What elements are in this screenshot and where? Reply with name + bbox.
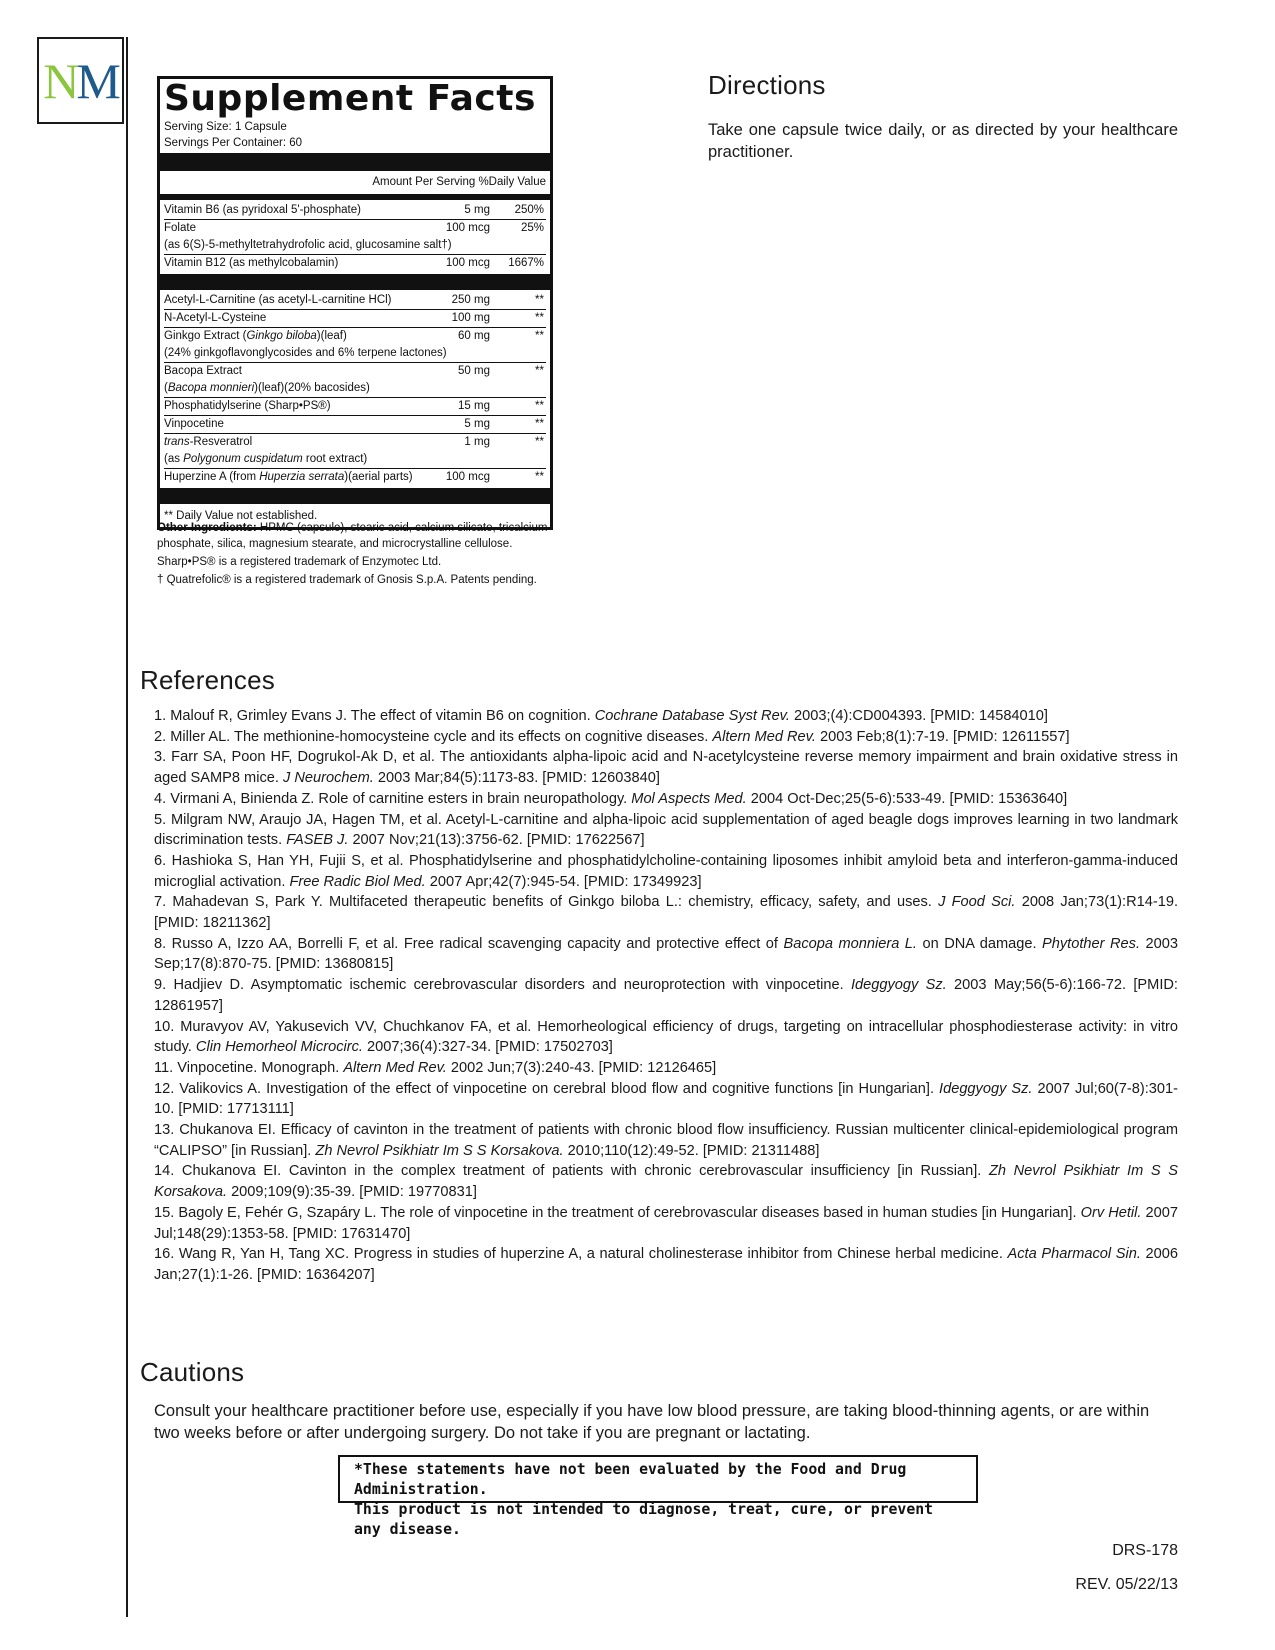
reference-item: 13. Chukanova EI. Efficacy of cavinton in the treatment of patients with chronic blood flow insufficiency. Russian multicenter clinical-epidemiological program “CALIPSO” [in Russian]. Zh Nevrol Psikhiatr Im S S Korsakova. 2010;110(12):49-52. [PMID: 21311488] [154, 1122, 1178, 1159]
directions-heading: Directions [708, 70, 826, 100]
divider-bar [160, 274, 550, 290]
ingredient-amount: 250 mg [451, 294, 490, 306]
ingredient-name: Acetyl-L-Carnitine (as acetyl-L-carnitine HCl) [164, 294, 392, 306]
reference-journal: Clin Hemorheol Microcirc. [195, 1039, 363, 1056]
ingredient-daily-value: ** [535, 436, 544, 448]
cautions-heading: Cautions [140, 1357, 245, 1387]
ingredient-name-italic: Ginkgo biloba [246, 330, 317, 342]
facts-row [164, 255, 546, 272]
divider-bar [160, 488, 550, 504]
ingredient-name: Ginkgo Extract (Ginkgo biloba)(leaf) [164, 330, 347, 342]
other-ingredients-label: Other Ingredients: [157, 522, 257, 534]
facts-row [164, 328, 546, 363]
ingredient-daily-value: ** [535, 330, 544, 342]
fda-disclaimer-box [338, 1455, 978, 1538]
references-list [154, 706, 1178, 1286]
trademark-sharpps: Sharp•PS® is a registered trademark of Enzymotec Ltd. [157, 556, 442, 568]
servings-per-container: Servings Per Container: 60 [164, 137, 303, 149]
ingredient-daily-value: 25% [520, 222, 544, 234]
ingredient-name-italic: Huperzia serrata [259, 471, 345, 483]
reference-item: 4. Virmani A, Binienda Z. Role of carnitine esters in brain neuropathology. Mol Aspects Med. 2004 Oct-Dec;25(5-6):533-49. [PMID: 15363640] [154, 790, 1068, 807]
logo-n: N [43, 52, 77, 109]
reference-italic: Bacopa monniera L. [783, 935, 917, 952]
ingredients-notes [157, 520, 553, 590]
reference-journal: Acta Pharmacol Sin. [1007, 1246, 1141, 1263]
ingredient-detail: (as 6(S)-5-methyltetrahydrofolic acid, glucosamine salt†) [164, 239, 452, 251]
ingredient-amount: 5 mg [464, 204, 490, 216]
ingredient-name-italic: trans [164, 436, 190, 448]
supplement-facts-panel [157, 76, 553, 530]
supplement-facts-title: Supplement Facts [164, 78, 536, 119]
facts-row [164, 434, 546, 469]
references-heading: References [140, 665, 275, 695]
facts-row [164, 292, 546, 310]
reference-journal: Phytother Res. [1042, 935, 1141, 952]
vertical-rule [126, 37, 128, 1617]
reference-journal: Ideggyogy Sz. [939, 1080, 1033, 1097]
ingredient-name: Phosphatidylserine (Sharp•PS®) [164, 400, 331, 412]
reference-item: 10. Muravyov AV, Yakusevich VV, Chuchkanov FA, et al. Hemorheological efficiency of drugs, targeting on intracellular phosphodiesterase activity: in vitro study. Clin Hemorheol Microcirc. 2007;36(4):327-34. [PMID: 17502703] [154, 1018, 1178, 1056]
reference-journal: Mol Aspects Med. [631, 790, 747, 807]
ingredient-name: Huperzine A (from Huperzia serrata)(aerial parts) [164, 471, 413, 483]
serving-size: Serving Size: 1 Capsule [164, 121, 287, 133]
reference-item: 16. Wang R, Yan H, Tang XC. Progress in studies of huperzine A, a natural cholinesterase inhibitor from Chinese herbal medicine. Acta Pharmacol Sin. 2006 Jan;27(1):1-26. [PMID: 16364207] [154, 1246, 1178, 1283]
ingredient-amount: 60 mg [458, 330, 490, 342]
nm-logo [37, 37, 124, 124]
ingredient-daily-value: ** [535, 365, 544, 377]
reference-journal: J Food Sci. [938, 894, 1016, 911]
ingredient-detail: (Bacopa monnieri)(leaf)(20% bacosides) [164, 382, 370, 394]
reference-journal: Zh Nevrol Psikhiatr Im S S Korsakova. [315, 1142, 564, 1159]
ingredient-name: N-Acetyl-L-Cysteine [164, 312, 267, 324]
ingredient-detail-italic: Bacopa monnieri [167, 382, 255, 394]
ingredient-detail-italic: Polygonum cuspidatum [183, 453, 303, 465]
divider-bar [160, 153, 550, 171]
fda-line-2: This product is not intended to diagnose, treat, cure, or prevent any disease. [354, 1501, 934, 1538]
reference-item: 1. Malouf R, Grimley Evans J. The effect of vitamin B6 on cognition. Cochrane Database Syst Rev. 2003;(4):CD004393. [PMID: 14584010] [154, 708, 1048, 724]
revision-date: REV. 05/22/13 [1075, 1576, 1178, 1593]
logo-m: M [76, 52, 118, 109]
ingredient-amount: 15 mg [458, 400, 490, 412]
reference-journal: Orv Hetil. [1080, 1204, 1142, 1221]
facts-row [164, 220, 546, 255]
ingredient-amount: 1 mg [464, 436, 490, 448]
reference-item: 11. Vinpocetine. Monograph. Altern Med Rev. 2002 Jun;7(3):240-43. [PMID: 12126465] [154, 1059, 717, 1076]
ingredient-amount: 100 mcg [445, 222, 490, 234]
ingredient-name: Folate [164, 222, 196, 234]
reference-item: 7. Mahadevan S, Park Y. Multifaceted therapeutic benefits of Ginkgo biloba L.: chemistry, efficacy, safety, and uses. J Food Sci. 2008 Jan;73(1):R14-19. [PMID: 18211362] [154, 894, 1179, 932]
ingredient-amount: 100 mcg [445, 471, 490, 483]
reference-item: 8. Russo A, Izzo AA, Borrelli F, et al. Free radical scavenging capacity and protective effect of Bacopa monniera L. on DNA damage. Phytother Res. 2003 Sep;17(8):870-75. [PMID: 13680815] [154, 935, 1178, 973]
ingredient-amount: 5 mg [464, 418, 490, 430]
other-ingredients [157, 520, 553, 552]
ingredient-amount: 50 mg [458, 365, 490, 377]
facts-row [164, 398, 546, 416]
reference-journal: Altern Med Rev. [343, 1059, 447, 1076]
reference-journal: Zh Nevrol Psikhiatr Im S S Korsakova. [154, 1163, 1178, 1201]
facts-row [164, 310, 546, 328]
reference-journal: Free Radic Biol Med. [289, 873, 426, 890]
facts-row [164, 416, 546, 434]
reference-journal: FASEB J. [286, 832, 349, 849]
facts-row [164, 363, 546, 398]
reference-item: 9. Hadjiev D. Asymptomatic ischemic cerebrovascular disorders and neuroprotection with vinpocetine. Ideggyogy Sz. 2003 May;56(5-6):166-72. [PMID: 12861957] [154, 977, 1178, 1014]
amount-header: Amount Per Serving %Daily Value [372, 176, 546, 188]
ingredient-daily-value: ** [535, 418, 544, 430]
facts-rows-vitamins [164, 202, 546, 272]
facts-row [164, 469, 546, 486]
divider-bar [160, 194, 550, 200]
reference-item: 12. Valikovics A. Investigation of the effect of vinpocetine on cerebral blood flow and cognitive functions [in Hungarian]. Ideggyogy Sz. 2007 Jul;60(7-8):301-10. [PMID: 17713111] [154, 1080, 1179, 1118]
ingredient-amount: 100 mcg [445, 257, 490, 269]
reference-journal: Altern Med Rev. [712, 728, 816, 745]
trademark-quatrefolic: † Quatrefolic® is a registered trademark of Gnosis S.p.A. Patents pending. [157, 574, 537, 586]
ingredient-daily-value: ** [535, 312, 544, 324]
ingredient-detail: (24% ginkgoflavonglycosides and 6% terpene lactones) [164, 347, 447, 359]
reference-item: 3. Farr SA, Poon HF, Dogrukol-Ak D, et al. The antioxidants alpha-lipoic acid and N-acetylcysteine reverse memory impairment and brain oxidative stress in aged SAMP8 mice. J Neurochem. 2003 Mar;84(5):1173-83. [PMID: 12603840] [154, 749, 1178, 787]
reference-item: 2. Miller AL. The methionine-homocysteine cycle and its effects on cognitive diseases. Altern Med Rev. 2003 Feb;8(1):7-19. [PMID: 12611557] [154, 728, 1070, 745]
cautions-text: Consult your healthcare practitioner before use, especially if you have low blood pressure, are taking blood-thinning agents, or are within two weeks before or after undergoing surgery. Do not take if you are pregnant or lactating. [154, 1402, 1150, 1442]
fda-line-1: *These statements have not been evaluated by the Food and Drug Administration. [354, 1461, 907, 1498]
ingredient-name: Bacopa Extract [164, 365, 242, 377]
ingredient-daily-value: ** [535, 294, 544, 306]
ingredient-name: Vitamin B6 (as pyridoxal 5'-phosphate) [164, 204, 361, 216]
ingredient-daily-value: ** [535, 400, 544, 412]
reference-item: 5. Milgram NW, Araujo JA, Hagen TM, et al. Acetyl-L-carnitine and alpha-lipoic acid supplementation of aged beagle dogs improves learning in two landmark discrimination tests. FASEB J. 2007 Nov;21(13):3756-62. [PMID: 17622567] [154, 811, 1178, 849]
reference-item: 14. Chukanova EI. Cavinton in the complex treatment of patients with chronic cerebrovascular insufficiency [in Russian]. Zh Nevrol Psikhiatr Im S S Korsakova. 2009;109(9):35-39. [PMID: 19770831] [154, 1163, 1178, 1201]
reference-item: 6. Hashioka S, Han YH, Fujii S, et al. Phosphatidylserine and phosphatidylcholine-containing liposomes inhibit amyloid beta and interferon-gamma-induced microglial activation. Free Radic Biol Med. 2007 Apr;42(7):945-54. [PMID: 17349923] [154, 852, 1178, 890]
reference-journal: J Neurochem. [282, 770, 374, 787]
ingredient-name: Vitamin B12 (as methylcobalamin) [164, 257, 339, 269]
facts-row [164, 202, 546, 220]
ingredient-daily-value: ** [535, 471, 544, 483]
ingredient-daily-value: 1667% [508, 257, 544, 269]
ingredient-name: Vinpocetine [164, 418, 224, 430]
facts-rows-other [164, 292, 546, 486]
ingredient-daily-value: 250% [514, 204, 544, 216]
ingredient-detail: (as Polygonum cuspidatum root extract) [164, 453, 368, 465]
ingredient-amount: 100 mg [451, 312, 490, 324]
other-ingredients-text: HPMC (capsule), stearic acid, calcium silicate, tricalcium phosphate, silica, magnesium stearate, and microcrystalline cellulose. [157, 522, 548, 550]
reference-journal: Cochrane Database Syst Rev. [594, 708, 790, 724]
ingredient-name: trans-Resveratrol [164, 436, 253, 448]
reference-journal: Ideggyogy Sz. [850, 977, 947, 994]
daily-value-footnote: ** Daily Value not established. [164, 510, 318, 522]
reference-item: 15. Bagoly E, Fehér G, Szapáry L. The role of vinpocetine in the treatment of cerebrovascular diseases based in human studies [in Hungarian]. Orv Hetil. 2007 Jul;148(29):1353-58. [PMID: 17631470] [154, 1204, 1179, 1242]
document-code: DRS-178 [1112, 1542, 1178, 1559]
directions-text: Take one capsule twice daily, or as directed by your healthcare practitioner. [708, 121, 1178, 161]
